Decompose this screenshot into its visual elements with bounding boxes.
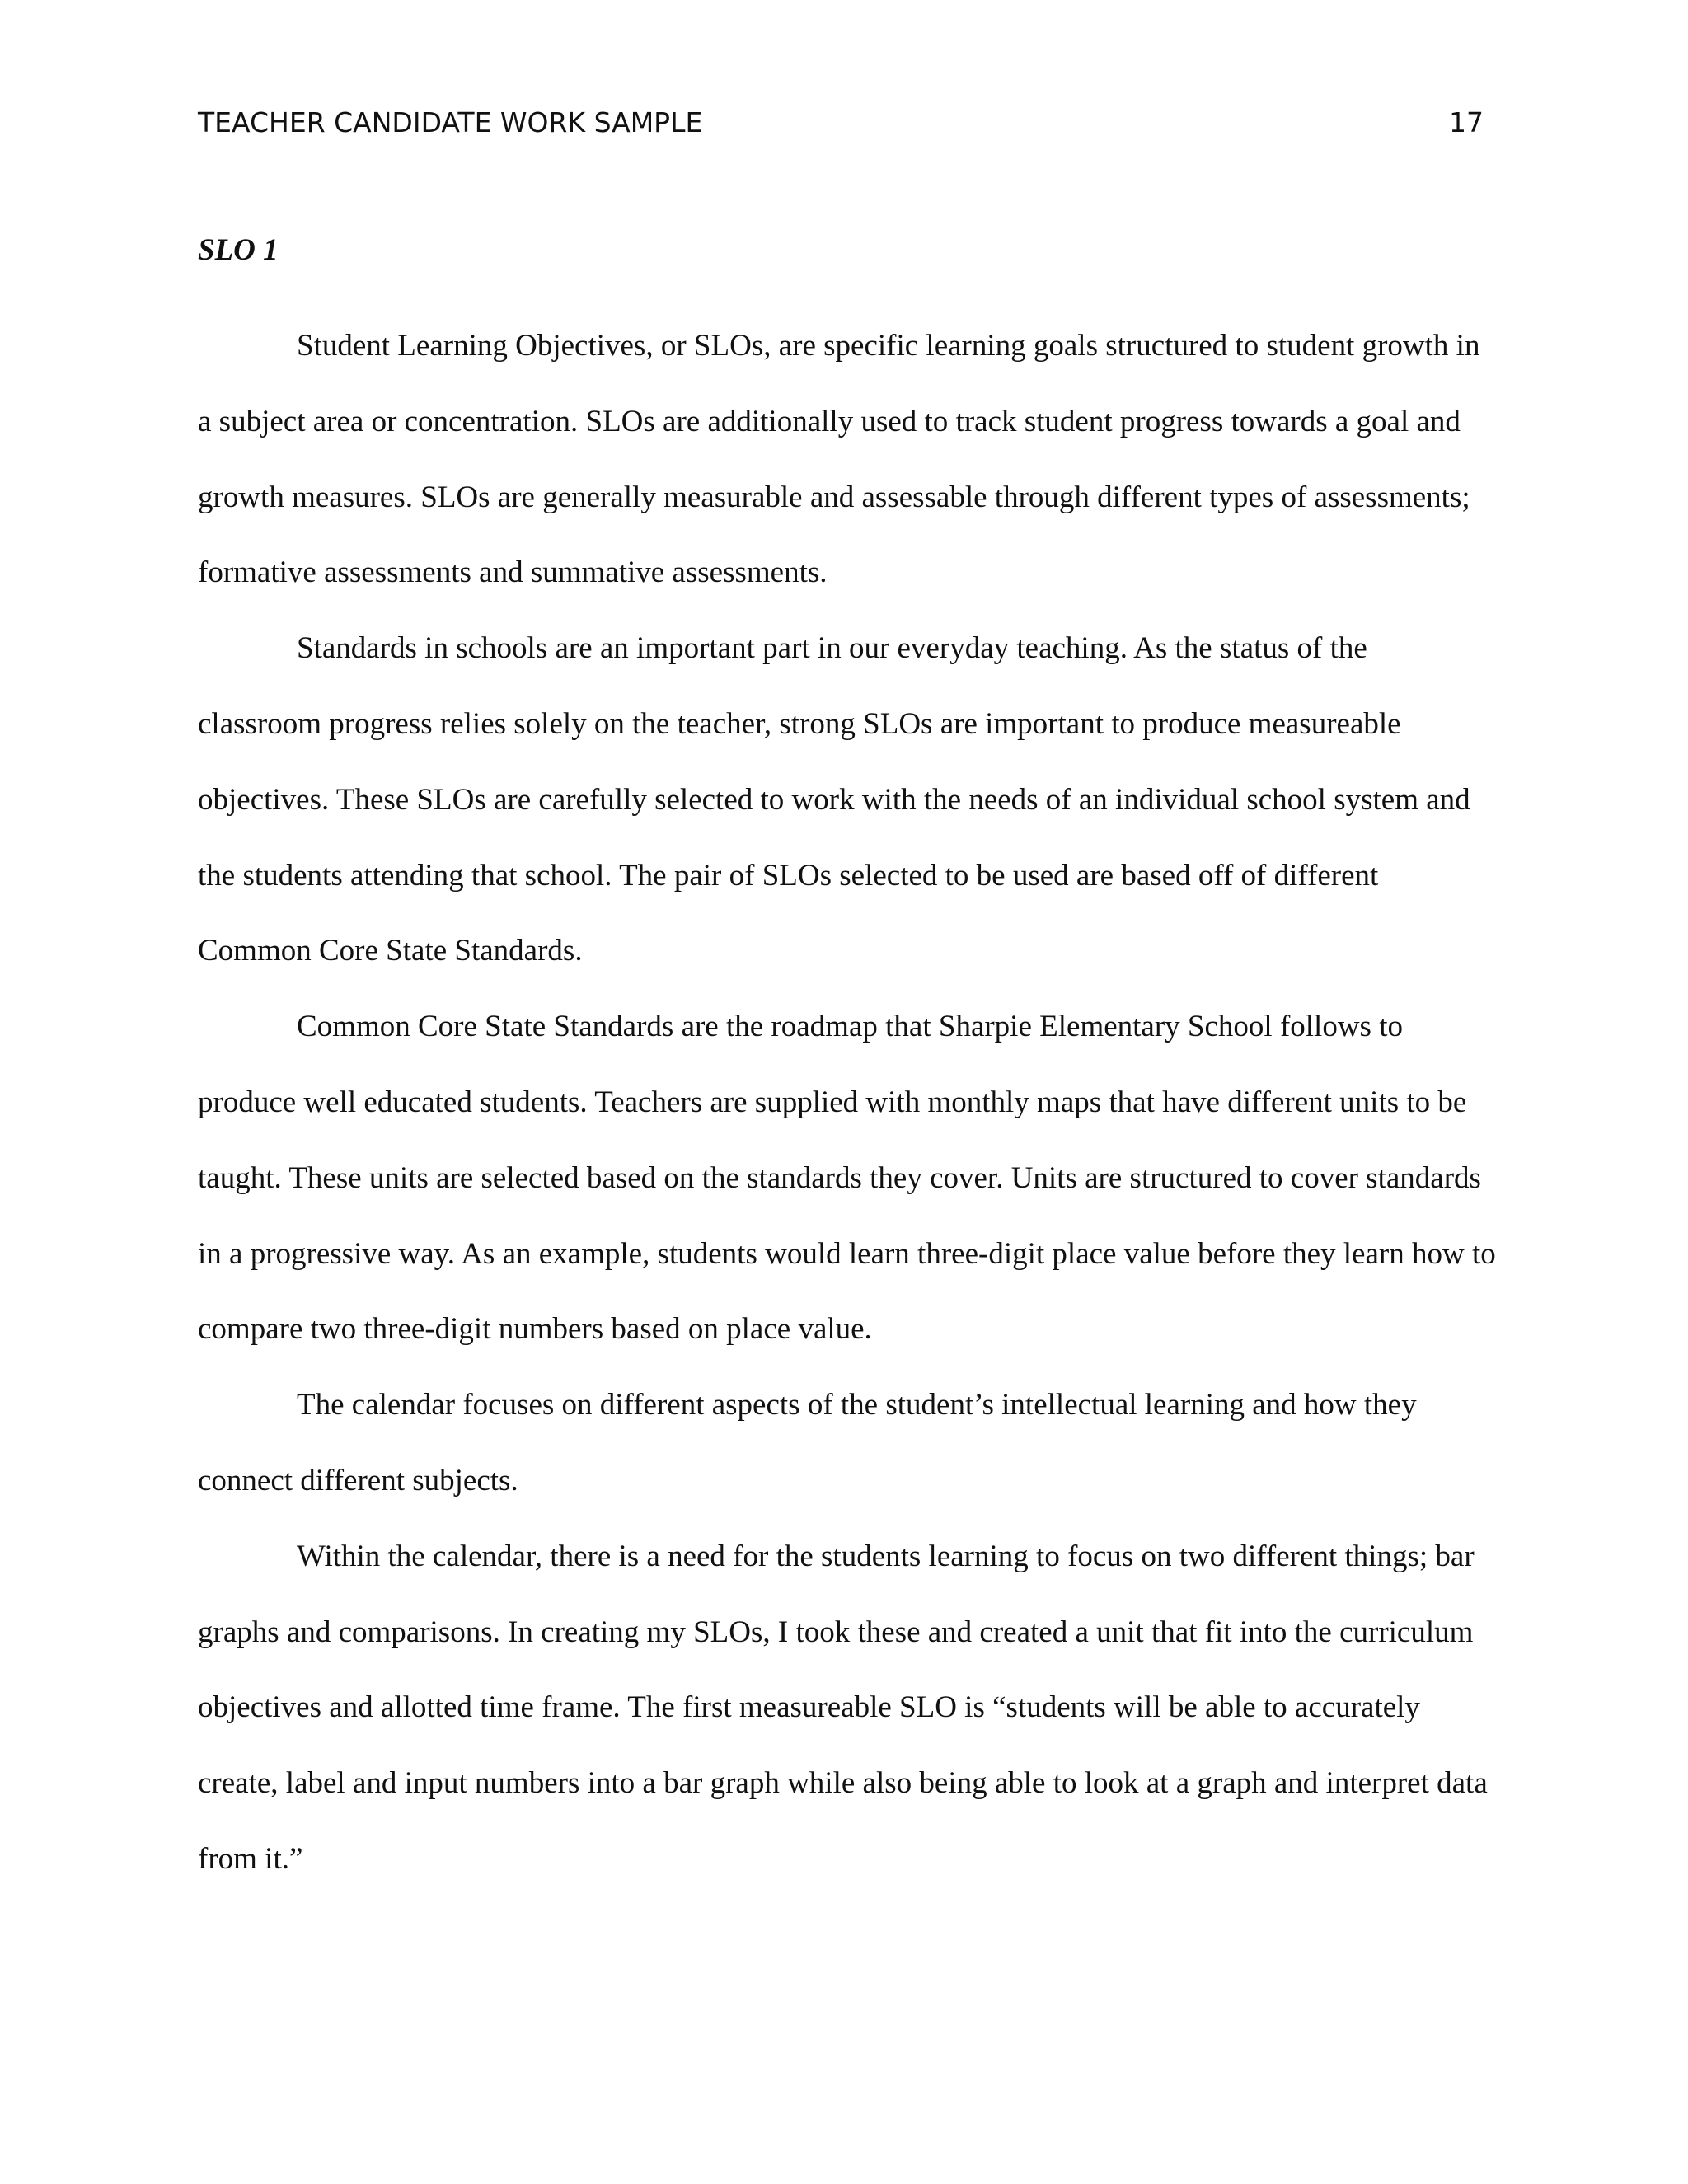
section-heading: SLO 1 — [198, 233, 279, 267]
paragraph: The calendar focuses on different aspects of the student’s intellectual learning and how they connect different subjects. — [198, 1388, 1417, 1497]
paragraph: Within the calendar, there is a need for the students learning to focus on two different things; bar graphs and comparisons. In creating my SLOs, I took these and created a unit that fit into the curriculum objectives and allotted time frame. The first measureable SLO is “students will be able to accurately create, label and input numbers into a bar graph while also being able to look at a graph and interpret data from it.” — [198, 1539, 1488, 1876]
page-header — [198, 104, 1484, 140]
paragraph: Student Learning Objectives, or SLOs, are specific learning goals structured to student growth in a subject area or concentration. SLOs are additionally used to track student progress towards a goal and growth measures. SLOs are generally measurable and assessable through different types of assessments; formative assessments and summative assessments. — [198, 329, 1480, 590]
paragraph: Common Core State Standards are the roadmap that Sharpie Elementary School follows to produce well educated students. Teachers are supplied with monthly maps that have different units to be taught. These units are selected based on the standards they cover. Units are structured to cover standards in a progressive way. As an example, students would learn three-digit place value before they learn how to compare two three-digit numbers based on place value. — [198, 1010, 1496, 1347]
page-number: 17 — [1449, 105, 1484, 138]
body-text — [198, 308, 1496, 1897]
running-head: TEACHER CANDIDATE WORK SAMPLE — [198, 105, 703, 138]
paragraph: Standards in schools are an important part in our everyday teaching. As the status of the classroom progress relies solely on the teacher, strong SLOs are important to produce measureable objectives. These SLOs are carefully selected to work with the needs of an individual school system and the students attending that school. The pair of SLOs selected to be used are based off of different Common Core State Standards. — [198, 631, 1470, 968]
